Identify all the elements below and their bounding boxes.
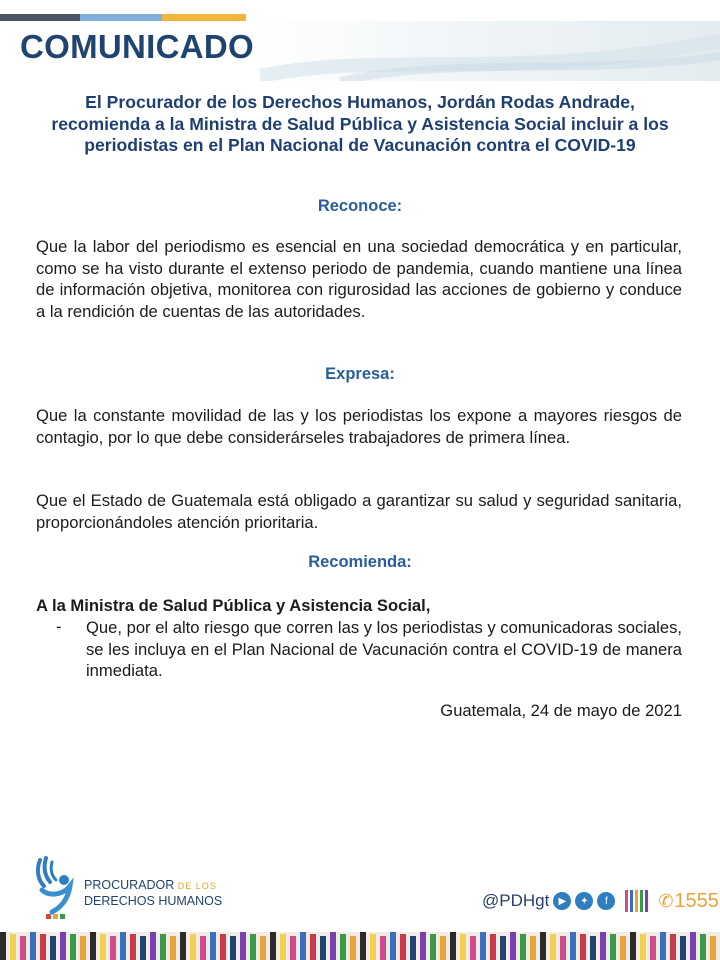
textile-stripe bbox=[710, 936, 716, 960]
textile-stripe bbox=[280, 934, 286, 960]
textile-stripe bbox=[300, 932, 306, 960]
textile-stripe bbox=[330, 932, 336, 960]
textile-stripe bbox=[50, 936, 56, 960]
textile-stripe bbox=[70, 934, 76, 960]
textile-stripe bbox=[250, 934, 256, 960]
textile-stripe bbox=[90, 932, 96, 960]
page-title: COMUNICADO bbox=[20, 28, 254, 65]
textile-stripe bbox=[470, 936, 476, 960]
textile-stripe bbox=[390, 932, 396, 960]
textile-stripe bbox=[680, 936, 686, 960]
phone-icon: ✆ bbox=[658, 890, 674, 911]
decorative-stripes bbox=[625, 890, 650, 912]
textile-stripe bbox=[600, 932, 606, 960]
textile-stripe bbox=[80, 936, 86, 960]
textile-stripe bbox=[180, 932, 186, 960]
textile-stripe bbox=[140, 936, 146, 960]
textile-stripe bbox=[560, 936, 566, 960]
textile-stripe bbox=[370, 934, 376, 960]
textile-stripe bbox=[480, 932, 486, 960]
textile-stripe bbox=[430, 934, 436, 960]
textile-stripe bbox=[230, 936, 236, 960]
textile-stripe bbox=[270, 932, 276, 960]
section-title-expresa: Expresa: bbox=[325, 365, 395, 383]
expresa-paragraph-2: Que el Estado de Guatemala está obligado a garantizar su salud y seguridad sanitaria, proporcionándoles atención prioritaria. bbox=[36, 491, 682, 532]
textile-stripe bbox=[400, 934, 406, 960]
textile-stripe bbox=[490, 934, 496, 960]
logo-line1-main: PROCURADOR bbox=[84, 878, 175, 892]
textile-stripe bbox=[350, 936, 356, 960]
textile-stripe bbox=[580, 934, 586, 960]
expresa-paragraph-1: Que la constante movilidad de las y los periodistas los expone a mayores riesgos de contagio, por lo que debe considerárseles trabajadores de primera línea. bbox=[36, 406, 682, 447]
top-bar-segment-yellow bbox=[162, 14, 246, 21]
textile-stripe bbox=[690, 932, 696, 960]
textile-stripe bbox=[410, 936, 416, 960]
top-bar-segment-blue bbox=[80, 14, 162, 21]
textile-stripe bbox=[220, 934, 226, 960]
textile-stripe bbox=[260, 936, 266, 960]
textile-stripe bbox=[240, 932, 246, 960]
facebook-icon[interactable]: f bbox=[597, 892, 615, 910]
textile-stripe bbox=[290, 936, 296, 960]
top-bar-segment-gray bbox=[0, 14, 80, 21]
textile-stripe bbox=[630, 932, 636, 960]
addressee: A la Ministra de Salud Pública y Asistencia Social, bbox=[36, 596, 431, 615]
textile-stripe bbox=[610, 934, 616, 960]
textile-stripe bbox=[0, 932, 6, 960]
textile-stripe bbox=[310, 934, 316, 960]
textile-stripe bbox=[190, 934, 196, 960]
twitter-icon[interactable]: ✦ bbox=[575, 892, 593, 910]
textile-stripe bbox=[120, 932, 126, 960]
recommendation-bullet: Que, por el alto riesgo que corren las y los periodistas y comunicadoras sociales, se les incluya en el Plan Nacional de Vacunación contra el COVID-19 de manera inmediata. bbox=[86, 618, 682, 681]
textile-stripe bbox=[420, 932, 426, 960]
textile-stripe bbox=[620, 936, 626, 960]
textile-stripe bbox=[550, 934, 556, 960]
bullet-marker: - bbox=[56, 617, 62, 636]
textile-stripe bbox=[130, 934, 136, 960]
textile-stripe bbox=[510, 932, 516, 960]
textile-stripe bbox=[150, 932, 156, 960]
section-title-reconoce: Reconoce: bbox=[317, 197, 403, 215]
textile-stripe bbox=[590, 936, 596, 960]
textile-stripe bbox=[670, 934, 676, 960]
textile-stripe bbox=[10, 934, 16, 960]
textile-stripe bbox=[380, 936, 386, 960]
textile-stripe bbox=[640, 934, 646, 960]
logo-line1-small: DE LOS bbox=[177, 881, 217, 891]
textile-stripe bbox=[530, 936, 536, 960]
textile-stripe bbox=[360, 932, 366, 960]
date-line: Guatemala, 24 de mayo de 2021 bbox=[440, 701, 682, 720]
textile-stripe bbox=[500, 936, 506, 960]
textile-stripe bbox=[170, 936, 176, 960]
phone-number[interactable]: 1555 bbox=[674, 889, 719, 912]
textile-stripe bbox=[540, 932, 546, 960]
textile-stripe bbox=[440, 936, 446, 960]
textile-stripe bbox=[520, 934, 526, 960]
social-handle[interactable]: @PDHgt bbox=[482, 891, 550, 910]
textile-pattern-border bbox=[0, 932, 720, 960]
textile-stripe bbox=[110, 936, 116, 960]
social-bar bbox=[482, 889, 719, 913]
pdh-emblem-icon bbox=[34, 856, 82, 926]
header-wave-decoration bbox=[260, 21, 720, 81]
youtube-icon[interactable]: ▶ bbox=[553, 892, 571, 910]
textile-stripe bbox=[700, 934, 706, 960]
textile-stripe bbox=[30, 932, 36, 960]
top-color-bar bbox=[0, 14, 246, 21]
textile-stripe bbox=[210, 932, 216, 960]
textile-stripe bbox=[40, 934, 46, 960]
textile-stripe bbox=[570, 932, 576, 960]
textile-stripe bbox=[340, 934, 346, 960]
textile-stripe bbox=[450, 932, 456, 960]
textile-stripe bbox=[660, 932, 666, 960]
textile-stripe bbox=[60, 932, 66, 960]
section-title-recomienda: Recomienda: bbox=[308, 553, 412, 571]
headline: El Procurador de los Derechos Humanos, Jordán Rodas Andrade, recomienda a la Ministra de Salud Pública y Asistencia Social incluir a los periodistas en el Plan Nacional de Vacunación contra el COVID-19 bbox=[51, 92, 669, 155]
logo-line2: DERECHOS HUMANOS bbox=[84, 894, 223, 908]
textile-stripe bbox=[100, 934, 106, 960]
textile-stripe bbox=[650, 936, 656, 960]
textile-stripe bbox=[160, 934, 166, 960]
textile-stripe bbox=[460, 934, 466, 960]
pdh-logo bbox=[34, 856, 234, 926]
textile-stripe bbox=[20, 936, 26, 960]
reconoce-paragraph: Que la labor del periodismo es esencial en una sociedad democrática y en particular, como se ha visto durante el extenso periodo de pandemia, cuando mantiene una línea de información objetiva, monitorea con rigurosidad las acciones de gobierno y conduce a la rendición de cuentas de las autoridades. bbox=[36, 237, 682, 321]
textile-stripe bbox=[320, 936, 326, 960]
textile-stripe bbox=[200, 936, 206, 960]
